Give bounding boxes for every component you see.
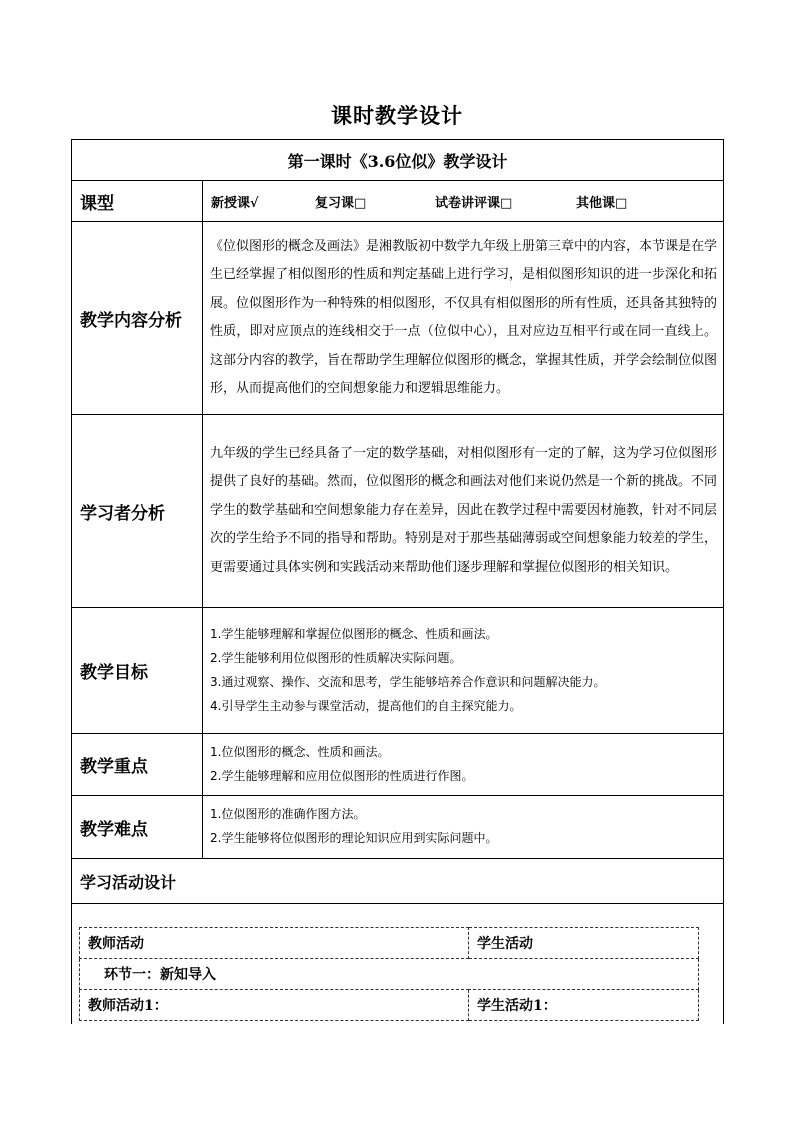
content-analysis-label: 教学内容分析	[72, 222, 203, 415]
activity-table	[79, 927, 699, 1021]
activity-header-row	[80, 928, 699, 959]
key-points-row	[72, 734, 724, 796]
objectives-list	[203, 608, 724, 734]
objectives-row	[72, 608, 724, 734]
learner-analysis-row	[72, 415, 724, 608]
key-points-list	[203, 734, 724, 796]
list-item: 2.学生能够利用位似图形的性质解决实际问题。	[210, 650, 462, 665]
list-item: 4.引导学生主动参与课堂活动，提高他们的自主探究能力。	[210, 698, 522, 713]
lesson-type-label: 课型	[72, 181, 203, 222]
activity-row-1	[80, 990, 699, 1021]
content-analysis-text: 《位似图形的概念及画法》是湘教版初中数学九年级上册第三章中的内容，本节课是在学生已经掌握了相似图形的性质和判定基础上进行学习，是相似图形知识的进一步深化和拓展。位似图形作为一种特殊的相似图形，不仅具有相似图形的所有性质，还具备其独特的性质，即对应顶点的连线相交于一点（位似中心），且对应边互相平行或在同一直线上。这部分内容的教学，旨在帮助学生理解位似图形的概念，掌握其性质，并学会绘制位似图形，从而提高他们的空间想象能力和逻辑思维能力。	[203, 222, 724, 415]
lesson-type-options	[203, 181, 724, 222]
list-item: 1.位似图形的概念、性质和画法。	[210, 744, 390, 759]
list-item: 2.学生能够理解和应用位似图形的性质进行作图。	[210, 768, 474, 783]
option-exam-review-lesson: 试卷讲评课□	[435, 195, 513, 211]
lesson-title: 第一课时《3.6位似》教学设计	[72, 140, 724, 181]
list-item: 1.位似图形的准确作图方法。	[210, 807, 366, 821]
learner-analysis-label: 学习者分析	[72, 415, 203, 608]
list-item: 1.学生能够理解和掌握位似图形的概念、性质和画法。	[210, 626, 498, 641]
difficulties-label: 教学难点	[72, 796, 203, 859]
objectives-label: 教学目标	[72, 608, 203, 734]
difficulties-row	[72, 796, 724, 859]
content-analysis-row	[72, 222, 724, 415]
section-row	[80, 959, 699, 990]
list-item: 3.通过观察、操作、交流和思考，学生能够培养合作意识和问题解决能力。	[210, 674, 606, 689]
section-1-title: 环节一：新知导入	[80, 959, 699, 990]
student-activity-1: 学生活动1：	[469, 990, 699, 1021]
lesson-design-table	[71, 139, 724, 1024]
lesson-type-row	[72, 181, 724, 222]
difficulties-list	[203, 796, 724, 859]
option-review-lesson: 复习课□	[315, 195, 367, 211]
option-other-lesson: 其他课□	[576, 195, 628, 211]
teacher-activity-1: 教师活动1：	[80, 990, 469, 1021]
teacher-activity-header: 教师活动	[80, 928, 469, 959]
activity-design-row	[72, 859, 724, 904]
learner-analysis-text: 九年级的学生已经具备了一定的数学基础，对相似图形有一定的了解，这为学习位似图形提供了良好的基础。然而，位似图形的概念和画法对他们来说仍然是一个新的挑战。不同学生的数学基础和空间想象能力存在差异，因此在教学过程中需要因材施教，针对不同层次的学生给予不同的指导和帮助。特别是对于那些基础薄弱或空间想象能力较差的学生，更需要通过具体实例和实践活动来帮助他们逐步理解和掌握位似图形的相关知识。	[203, 415, 724, 608]
activity-design-title: 学习活动设计	[72, 859, 724, 904]
list-item: 2.学生能够将位似图形的理论知识应用到实际问题中。	[210, 831, 498, 845]
student-activity-header: 学生活动	[469, 928, 699, 959]
key-points-label: 教学重点	[72, 734, 203, 796]
option-new-lesson: 新授课√	[211, 195, 259, 211]
page-title: 课时教学设计	[331, 103, 463, 128]
lesson-title-row	[72, 140, 724, 181]
